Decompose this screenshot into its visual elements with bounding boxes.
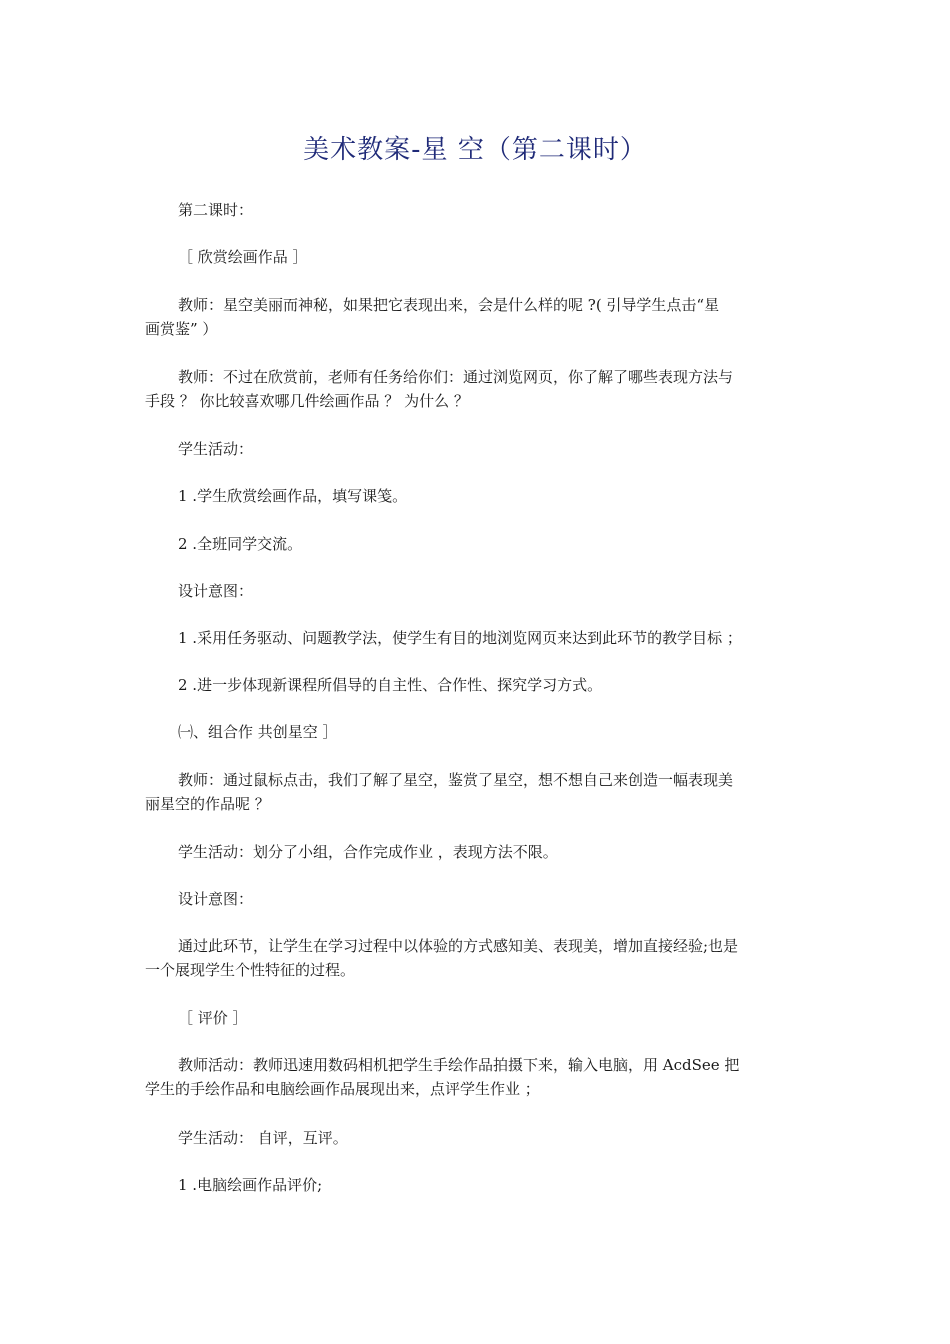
paragraph-line: 手段 ？ 你比较喜欢哪几件绘画作品 ？ 为什么 ？: [145, 392, 469, 410]
paragraph: [145, 840, 809, 864]
paragraph-line: 设计意图：: [178, 890, 254, 908]
paragraph-line: 1 .电脑绘画作品评价;: [178, 1176, 323, 1194]
paragraph: [145, 1053, 809, 1101]
paragraph-line: 1 .采用任务驱动、问题教学法，使学生有目的地浏览网页来达到此环节的教学目标 ；: [178, 629, 742, 647]
paragraph: [145, 579, 809, 603]
paragraph: [145, 245, 809, 269]
paragraph-line: 教师：星空美丽而神秘，如果把它表现出来，会是什么样的呢 ?( 引导学生点击“星: [178, 296, 720, 314]
paragraph: [145, 484, 809, 508]
paragraph-line: ㈠、组合作 共创星空 ］: [178, 723, 338, 741]
paragraph-line: 丽星空的作品呢 ？: [145, 795, 270, 813]
paragraph-line: 教师：通过鼠标点击，我们了解了星空，鉴赏了星空，想不想自己来创造一幅表现美: [178, 771, 734, 789]
paragraph-line: 学生活动：划分了小组，合作完成作业 ，表现方法不限。: [178, 843, 558, 861]
paragraph-line: 通过此环节，让学生在学习过程中以体验的方式感知美、表现美，增加直接经验;也是: [178, 937, 739, 955]
paragraph: [145, 1006, 809, 1030]
paragraph: [145, 626, 809, 650]
paragraph-line: 1 .学生欣赏绘画作品，填写课笺。: [178, 487, 408, 505]
paragraph-line: ［ 评价 ］: [178, 1009, 248, 1027]
document-title: 美术教案-星 空（第二课时）: [303, 135, 647, 165]
paragraph-line: 设计意图：: [178, 582, 254, 600]
paragraph-line: 2 .全班同学交流。: [178, 535, 303, 553]
paragraph: [145, 720, 809, 744]
paragraph-line: 一个展现学生个性特征的过程。: [145, 961, 356, 979]
paragraph: [145, 1126, 809, 1150]
paragraph: [145, 934, 809, 982]
paragraph-line: 教师：不过在欣赏前，老师有任务给你们：通过浏览网页，你了解了哪些表现方法与: [178, 368, 734, 386]
paragraph-line: ［ 欣赏绘画作品 ］: [178, 248, 308, 266]
paragraph-line: 学生活动：: [178, 440, 254, 458]
paragraph: [145, 887, 809, 911]
paragraph-line: 第二课时：: [178, 201, 254, 219]
paragraph: [145, 768, 809, 816]
paragraph: [145, 293, 809, 341]
paragraph: [145, 437, 809, 461]
paragraph-line: 2 .进一步体现新课程所倡导的自主性、合作性、探究学习方式。: [178, 676, 603, 694]
paragraph: [145, 365, 809, 413]
paragraph-line: 学生活动： 自评，互评。: [178, 1129, 348, 1147]
paragraph: [145, 673, 809, 697]
paragraph-line: 学生的手绘作品和电脑绘画作品展现出来，点评学生作业 ；: [145, 1080, 540, 1098]
paragraph-line: 画赏鉴” ）: [145, 320, 218, 338]
paragraph: [145, 1173, 809, 1197]
paragraph-line: 教师活动：教师迅速用数码相机把学生手绘作品拍摄下来，输入电脑，用 AcdSee 把: [178, 1056, 740, 1074]
paragraph: [145, 198, 809, 222]
paragraph: [145, 532, 809, 556]
